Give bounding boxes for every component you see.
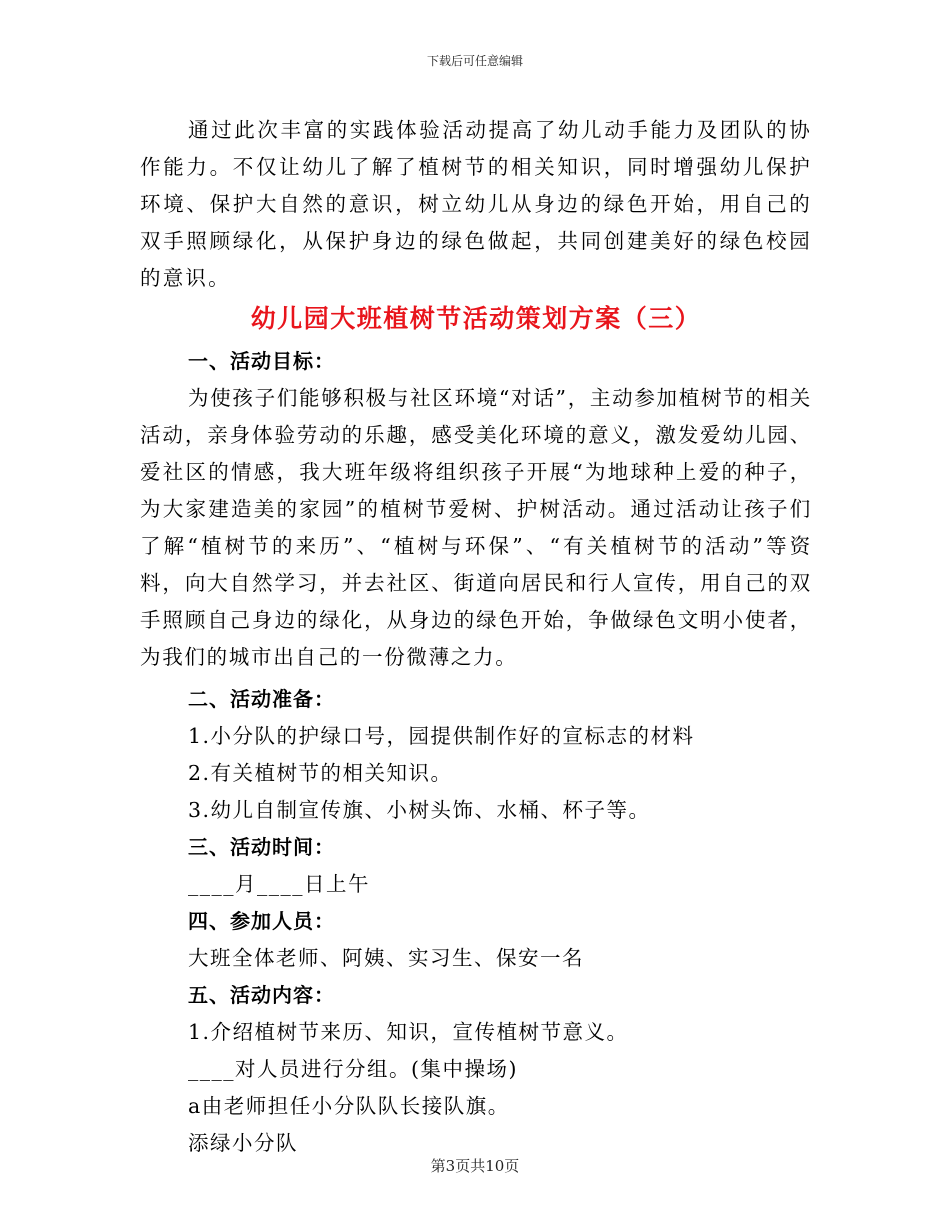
time-text: ____月____日上午 <box>188 872 370 896</box>
prep-item-3: 3.幼儿自制宣传旗、小树头饰、水桶、杯子等。 <box>188 798 651 822</box>
goal-paragraph: 为使孩子们能够积极与社区环境“对话”，主动参加植树节的相关活动，亲身体验劳动的乐趣，感受美化环境的意义，激发爱幼儿园、爱社区的情感，我大班年级将组织孩子开展“为地球种上爱的种子，为大家建造美的家园”的植树节爱树、护树活动。通过活动让孩子们了解“植树节的来历”、“植树与环保”、“有关植树节的活动”等资料，向大自然学习，并去社区、街道向居民和行人宣传，用自己的双手照顾自己身边的绿化，从身边的绿色开始，争做绿色文明小使者，为我们的城市出自己的一份微薄之力。 <box>140 386 812 669</box>
section-heading-time: 三、活动时间： <box>188 835 335 859</box>
section-heading-content: 五、活动内容： <box>188 983 335 1007</box>
prep-item-1: 1.小分队的护绿口号，园提供制作好的宣标志的材料 <box>188 724 695 748</box>
intro-paragraph: 通过此次丰富的实践体验活动提高了幼儿动手能力及团队的协作能力。不仅让幼儿了解了植树节的相关知识，同时增强幼儿保护环境、保护大自然的意识，树立幼儿从身边的绿色开始，用自己的双手照顾绿化，从保护身边的绿色做起，共同创建美好的绿色校园的意识。 <box>140 118 812 290</box>
section-heading-prep: 二、活动准备： <box>188 687 335 711</box>
content-item-2: ____对人员进行分组。(集中操场) <box>188 1057 518 1081</box>
section-heading-people: 四、参加人员： <box>188 909 335 933</box>
page-footer: 第3页共10页 <box>430 1157 520 1175</box>
people-text: 大班全体老师、阿姨、实习生、保安一名 <box>188 946 584 970</box>
document-title: 幼儿园大班植树节活动策划方案（三） <box>250 304 702 333</box>
content-item-3: a由老师担任小分队队长接队旗。 <box>188 1094 510 1118</box>
prep-item-2: 2.有关植树节的相关知识。 <box>188 761 453 785</box>
section-heading-goal: 一、活动目标： <box>188 349 335 373</box>
content-item-4: 添绿小分队 <box>188 1131 298 1155</box>
page-header: 下载后可任意编辑 <box>426 54 523 68</box>
content-item-1: 1.介绍植树节来历、知识，宣传植树节意义。 <box>188 1020 629 1044</box>
document-body <box>140 112 812 1162</box>
